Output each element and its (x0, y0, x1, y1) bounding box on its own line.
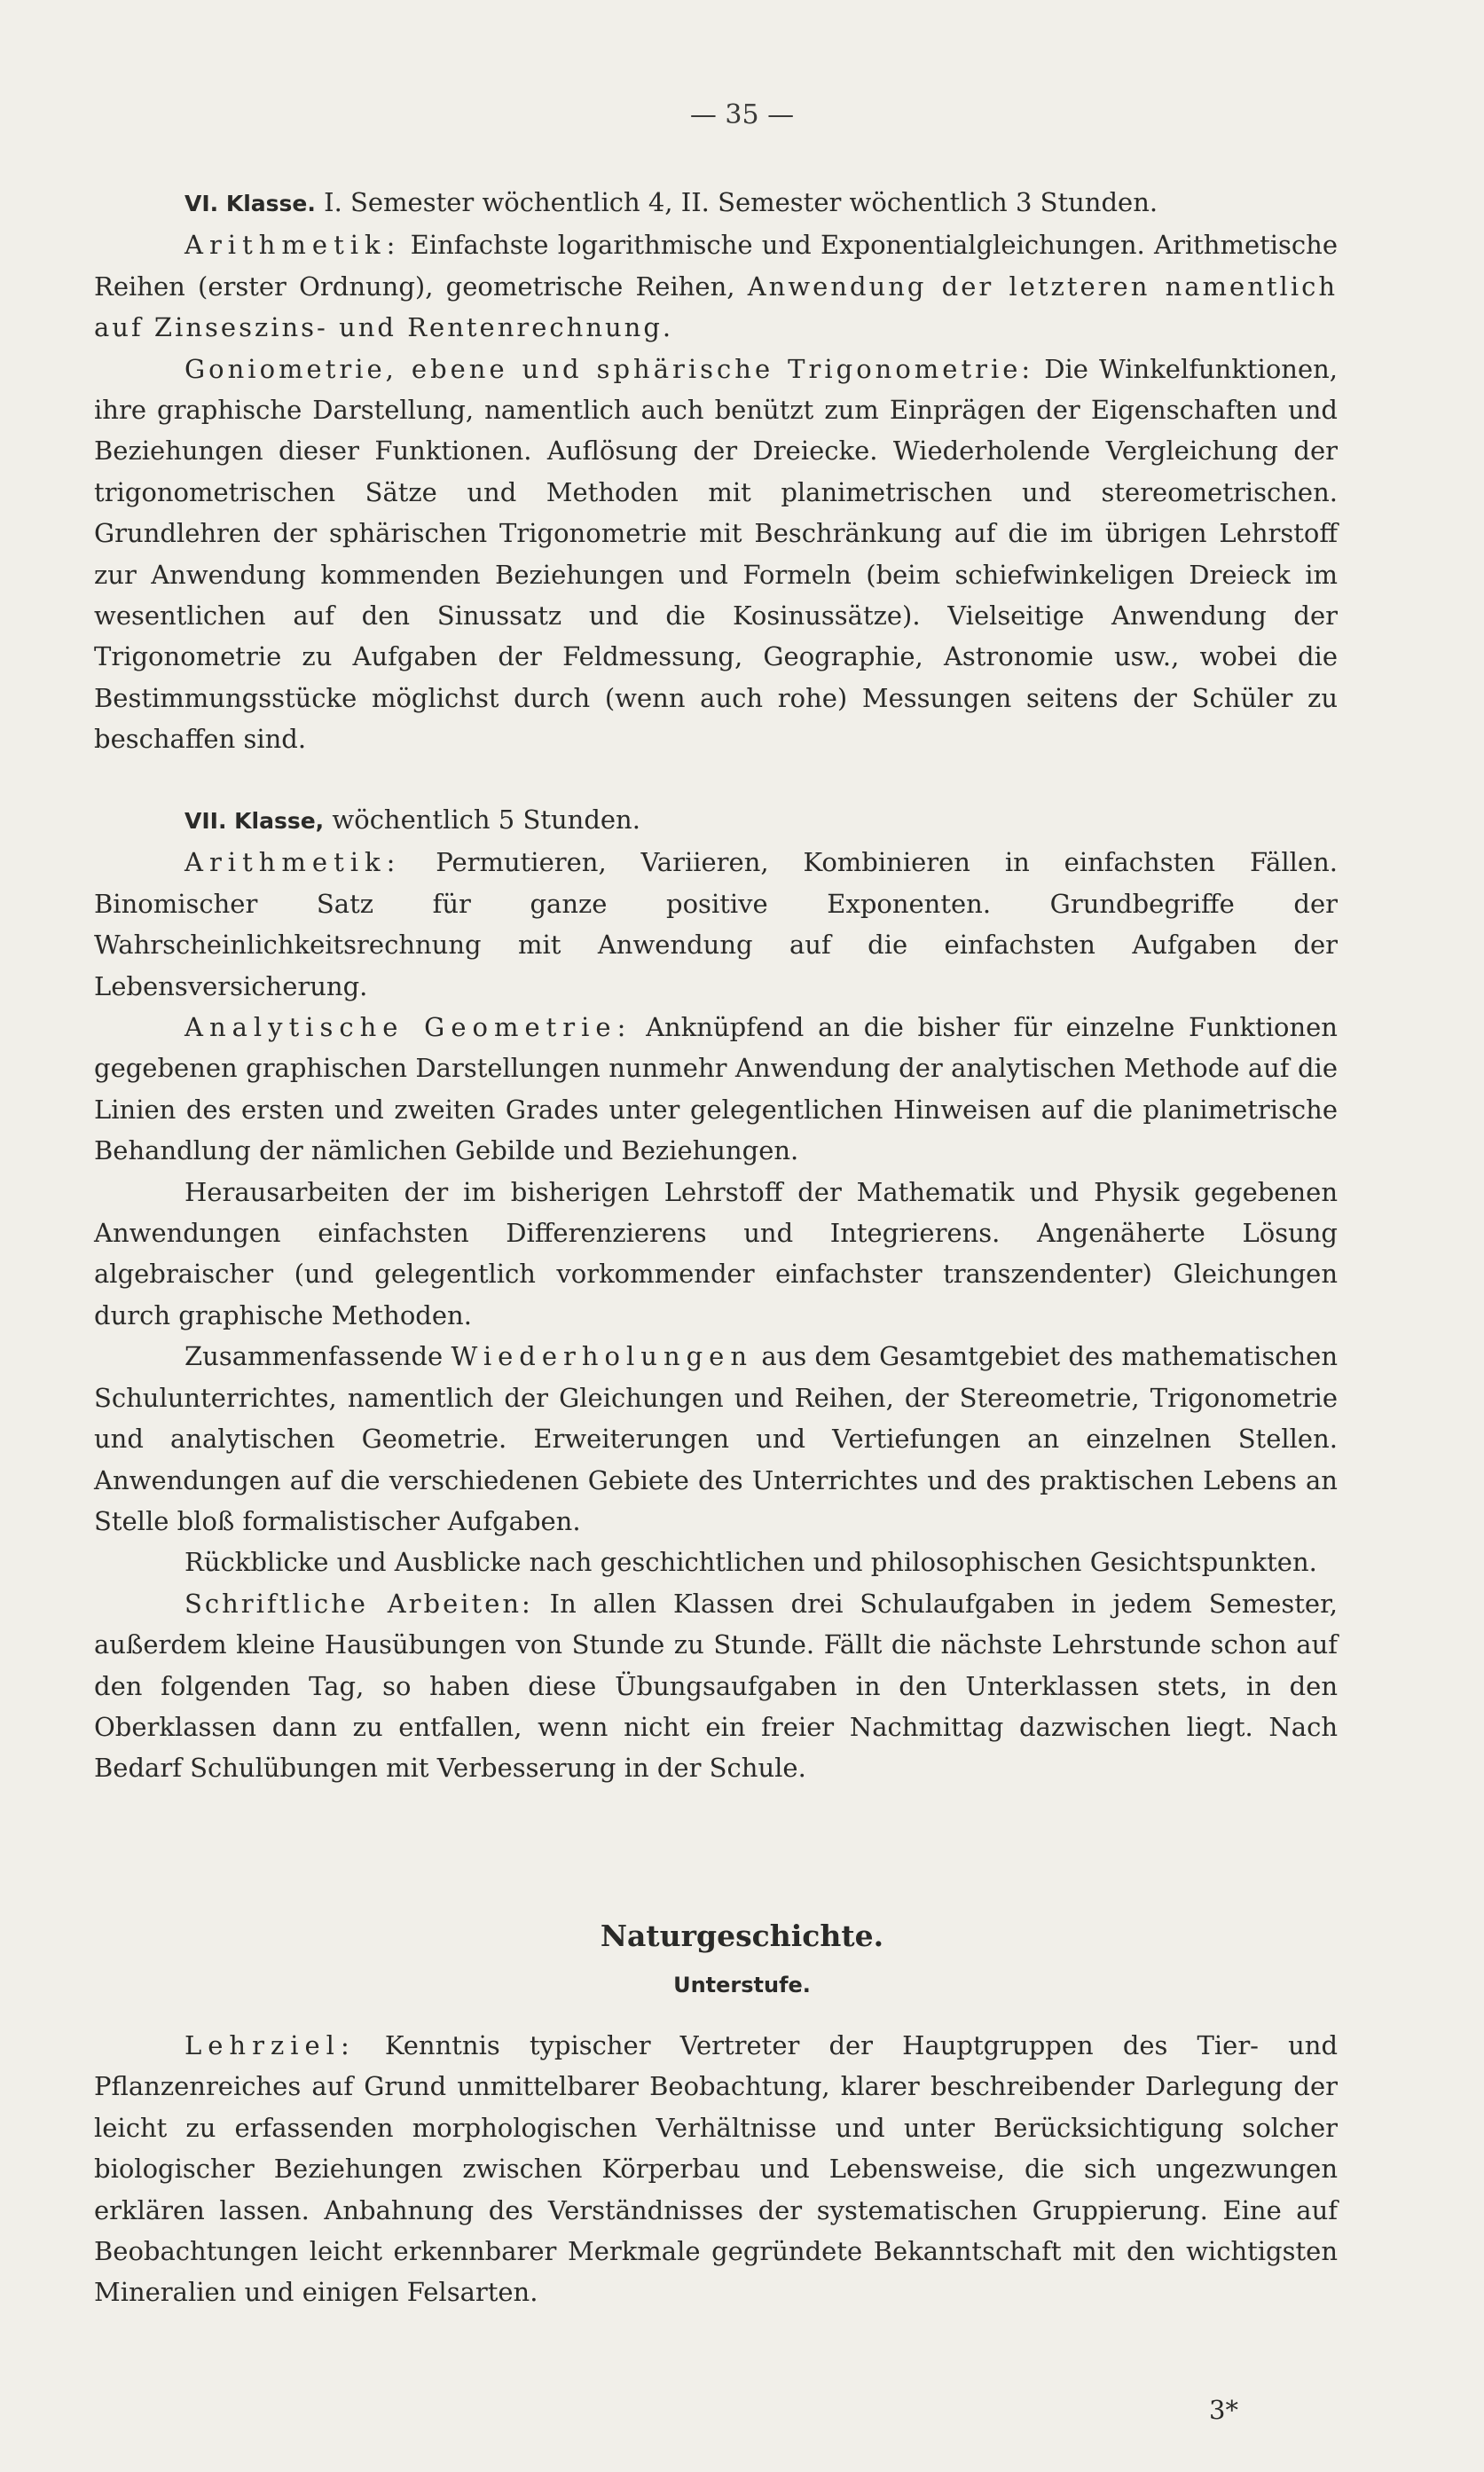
klasse-7-arithmetik-text: Permutieren, Variieren, Kombinieren in einfachsten Fällen. Binomischer Satz für ganze positive Exponenten. Grundbegriffe der Wahrscheinlichkeitsrechnung mit Anwendung auf die einfachsten Aufgaben der Lebensversicherung. (94, 847, 1339, 1001)
klasse-7-rueckblicke-paragraph: Rückblicke und Ausblicke nach geschichtlichen und philosophischen Gesichtspunkten. (185, 1547, 1317, 1578)
klasse-7-arithmetik-label: Arithmetik: (185, 847, 402, 878)
klasse-6-arithmetik-text: Einfachste logarithmische und Exponentialgleichungen. Arithmetische Reihen (erster Ordnung), geometrische Reihen, (94, 230, 1338, 302)
klasse-7-geometrie-label: Analytische Geometrie: (185, 1012, 632, 1043)
lehrziel-text: Kenntnis typischer Vertreter der Hauptgruppen des Tier- und Pflanzenreiches auf Grund unmittelbarer Beobachtung, klarer beschreibender Darlegung der leicht zu erfassenden morphologischen Verhältnisse und unter Berücksichtigung solcher biologischer Beziehungen zwischen Körperbau und Lebensweise, die sich ungezwungen erklären lassen. Anbahnung des Verständnisses der systematischen Gruppierung. Eine auf Beobachtungen leicht erkennbarer Merkmale gegründete Bekanntschaft mit den wichtigsten Mineralien und einigen Felsarten. (94, 2030, 1339, 2308)
klasse-7-title: VII. Klasse, (185, 808, 325, 834)
klasse-6-title: VI. Klasse. (185, 191, 316, 216)
klasse-7-schriftliche-text: In allen Klassen drei Schulaufgaben in jedem Semester, außerdem kleine Hausübungen von Stunde zu Stunde. Fällt die nächste Lehrstunde schon auf den folgenden Tag, so haben diese Übungsaufgaben in den Unterklassen stets, in den Oberklassen dann zu entfallen, wenn nicht ein freier Nachmittag dazwischen liegt. Nach Bedarf Schulübungen mit Verbesserung in der Schule. (94, 1588, 1338, 1784)
naturgeschichte-heading: Naturgeschichte. (600, 1919, 884, 1953)
lehrziel-label: Lehrziel: (185, 2030, 356, 2060)
klasse-7-geometrie-text: Anknüpfend an die bisher für einzelne Funktionen gegebenen graphischen Darstellungen nunmehr Anwendung der analytischen Methode auf die Linien des ersten und zweiten Grades unter gelegentlichen Hinweisen auf die planimetrische Behandlung der nämlichen Gebilde und Beziehungen. (94, 1012, 1338, 1166)
klasse-6-goniometrie-paragraph (94, 349, 1338, 760)
unterstufe-subheading: Unterstufe. (673, 1973, 811, 1997)
section-klasse-6 (94, 182, 1338, 760)
klasse-6-goniometrie-text: Die Winkelfunktionen, ihre graphische Darstellung, namentlich auch benützt zum Einprägen der Eigenschaften und Beziehungen dieser Funktionen. Auflösung der Dreiecke. Wiederholende Vergleichung der trigonometrischen Sätze und Methoden mit planimetrischen und stereometrischen. Grundlehren der sphärischen Trigonometrie mit Beschränkung auf die im übrigen Lehrstoff zur Anwendung kommenden Beziehungen und Formeln (beim schiefwinkeligen Dreieck im wesentlichen auf den Sinussatz und die Kosinussätze). Vielseitige Anwendung der Trigonometrie zu Aufgaben der Feldmessung, Geographie, Astronomie usw., wobei die Bestimmungsstücke möglichst durch (wenn auch rohe) Messungen seitens der Schüler zu beschaffen sind. (94, 353, 1339, 755)
lehrziel-paragraph (94, 2025, 1338, 2313)
section-naturgeschichte (94, 2025, 1338, 2313)
klasse-7-hours: wöchentlich 5 Stunden. (332, 804, 640, 835)
klasse-7-wiederholungen-label: Wiederholungen (451, 1341, 754, 1372)
klasse-7-arithmetik-paragraph (94, 842, 1338, 1007)
klasse-7-herausarbeiten-paragraph: Herausarbeiten der im bisherigen Lehrstoff der Mathematik und Physik gegebenen Anwendungen einfachsten Differenzierens und Integrierens. Angenäherte Lösung algebraischer (und gelegentlich vorkommender einfachster transzendenter) Gleichungen durch graphische Methoden. (94, 1176, 1338, 1330)
page-number: — 35 — (689, 99, 795, 130)
klasse-6-arithmetik-spaced: Anwendung der letzteren namentlich auf Zinseszins- und Rentenrechnung. (94, 271, 1339, 343)
klasse-6-hours: I. Semester wöchentlich 4, II. Semester wöchentlich 3 Stunden. (324, 187, 1158, 217)
section-klasse-7 (94, 799, 1338, 1789)
klasse-6-arithmetik-label: Arithmetik: (185, 230, 402, 261)
klasse-6-heading-paragraph (94, 182, 1338, 224)
klasse-7-geometrie-paragraph (94, 1007, 1338, 1172)
klasse-7-schriftliche-paragraph (94, 1583, 1338, 1789)
klasse-6-goniometrie-label: Goniometrie, ebene und sphärische Trigonometrie: (185, 353, 1034, 384)
klasse-7-heading-paragraph (94, 799, 1338, 842)
klasse-7-wiederholungen-pre: Zusammenfassende (185, 1341, 444, 1372)
klasse-7-wiederholungen-text: aus dem Gesamtgebiet des mathematischen Schulunterrichtes, namentlich der Gleichungen und Reihen, der Stereometrie, Trigonometrie und analytischen Geometrie. Erweiterungen und Vertiefungen an einzelnen Stellen. Anwendungen auf die verschiedenen Gebiete des Unterrichtes und des praktischen Lebens an Stelle bloß formalistischer Aufgaben. (94, 1341, 1339, 1536)
signature-mark: 3* (1209, 2395, 1238, 2425)
klasse-7-wiederholungen-paragraph (94, 1336, 1338, 1542)
klasse-6-arithmetik-paragraph (94, 224, 1338, 348)
klasse-7-schriftliche-label: Schriftliche Arbeiten: (185, 1588, 533, 1619)
